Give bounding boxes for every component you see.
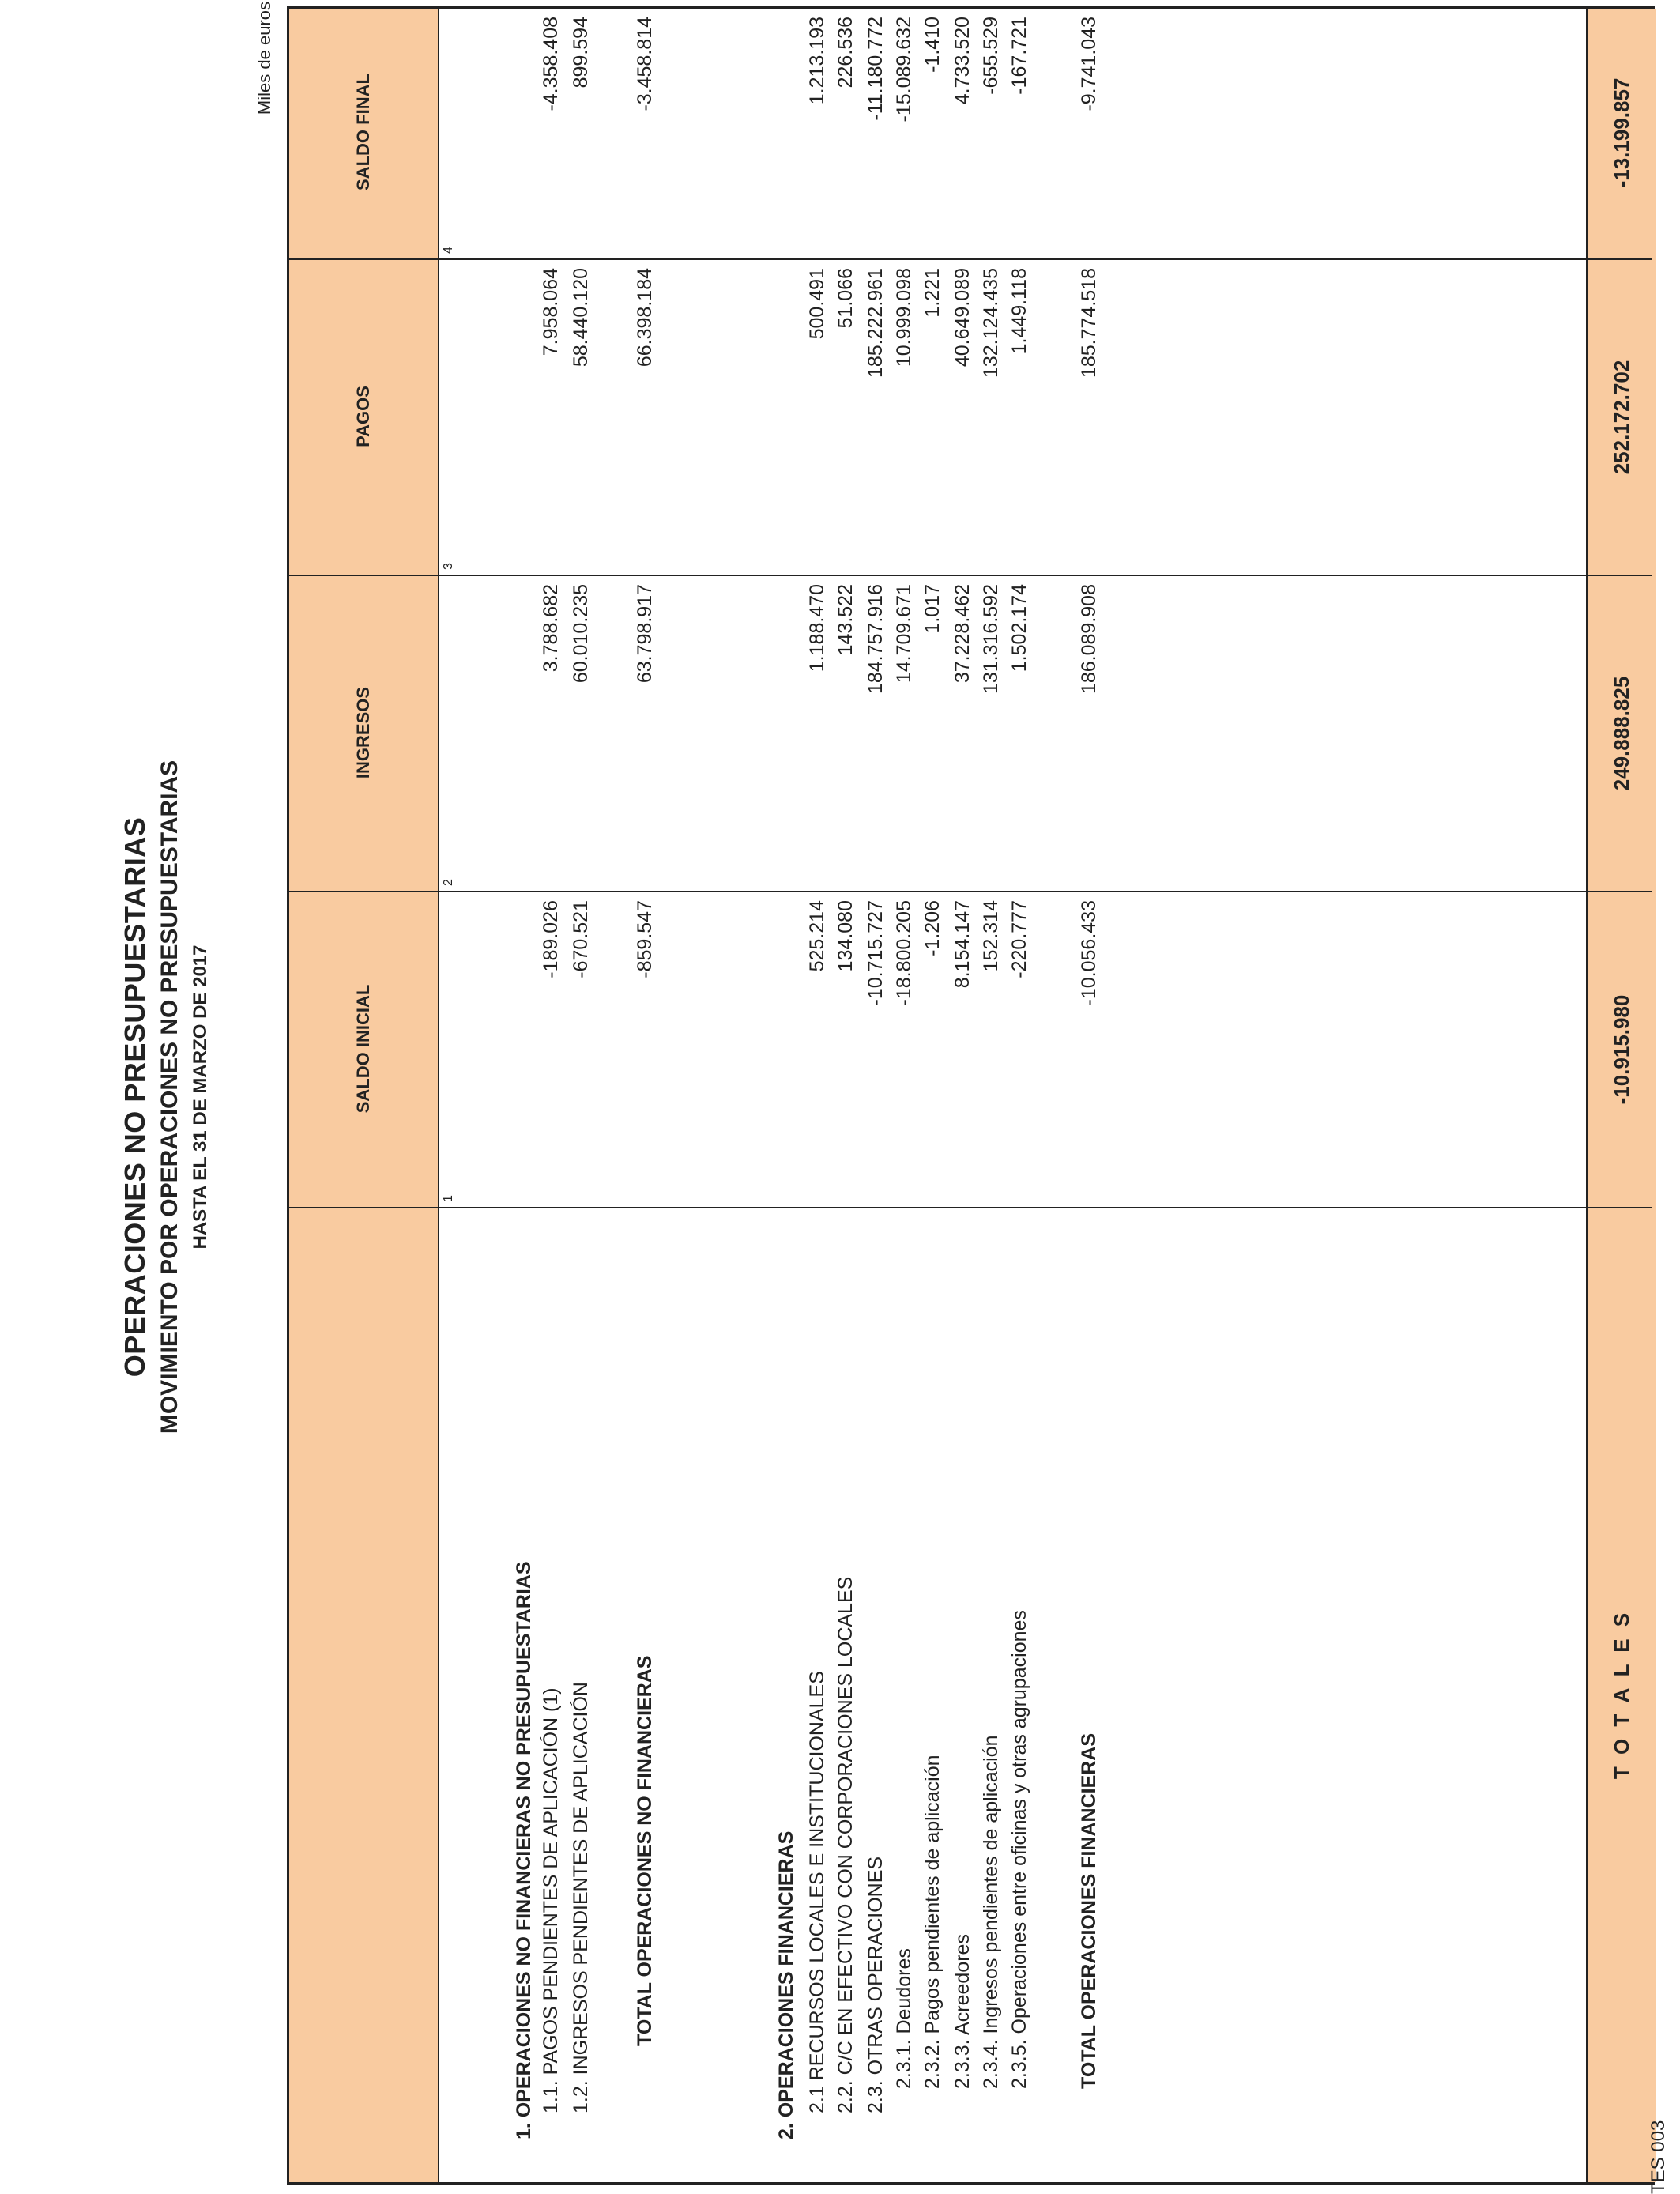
cell-pagos: 58.440.120 xyxy=(570,268,592,368)
cell-saldo-inicial: 152.314 xyxy=(980,900,1002,972)
column-divider xyxy=(289,258,1652,260)
column-number: 3 xyxy=(442,563,455,570)
row-label: 2.3.1. Deudores xyxy=(893,1948,915,2089)
header-pagos: PAGOS xyxy=(353,386,373,447)
total-ingresos: 249.888.825 xyxy=(1610,676,1633,791)
cell-saldo-final: 899.594 xyxy=(570,17,592,89)
cell-saldo-final: 1.213.193 xyxy=(806,17,828,105)
header-saldo-final: SALDO FINAL xyxy=(353,74,373,190)
cell-pagos: 10.999.098 xyxy=(893,268,915,368)
cell-ingresos: 184.757.916 xyxy=(864,584,887,695)
cell-saldo-inicial: -1.206 xyxy=(921,900,944,956)
cell-pagos: 1.449.118 xyxy=(1008,268,1030,355)
total-saldo-final: -13.199.857 xyxy=(1610,77,1633,188)
cell-ingresos: 14.709.671 xyxy=(893,584,915,684)
cell-saldo-inicial: -18.800.205 xyxy=(893,900,915,1006)
cell-pagos: 7.958.064 xyxy=(540,268,562,356)
units-label: Miles de euros xyxy=(254,2,274,115)
cell-saldo-inicial: -670.521 xyxy=(570,900,592,978)
cell-ingresos: 37.228.462 xyxy=(951,584,974,684)
table-header xyxy=(289,9,439,2182)
cell-pagos: 185.222.961 xyxy=(864,268,887,379)
cell-pagos: 132.124.435 xyxy=(980,268,1002,379)
cell-pagos: 185.774.518 xyxy=(1078,268,1100,379)
row-label: 2.2. C/C EN EFECTIVO CON CORPORACIONES LOCALES xyxy=(834,1576,857,2113)
page-title: OPERACIONES NO PRESUPUESTARIAS xyxy=(119,816,151,1378)
row-label: TOTAL OPERACIONES FINANCIERAS xyxy=(1078,1732,1100,2089)
column-number: 4 xyxy=(442,247,455,254)
row-label: 2.1 RECURSOS LOCALES E INSTITUCIONALES xyxy=(806,1671,828,2113)
cell-pagos: 51.066 xyxy=(834,268,857,329)
row-label: 2.3.2. Pagos pendientes de aplicación xyxy=(921,1755,944,2089)
cell-saldo-final: -1.410 xyxy=(921,17,944,73)
cell-ingresos: 3.788.682 xyxy=(540,584,562,673)
cell-ingresos: 1.017 xyxy=(921,584,944,634)
row-label: 2.3.4. Ingresos pendientes de aplicación xyxy=(980,1735,1002,2089)
cell-pagos: 40.649.089 xyxy=(951,268,974,368)
document-code: TES 003 xyxy=(1648,2120,1669,2194)
cell-saldo-final: -4.358.408 xyxy=(540,17,562,111)
row-label: TOTAL OPERACIONES NO FINANCIERAS xyxy=(634,1655,656,2046)
cell-saldo-final: -655.529 xyxy=(980,17,1002,95)
page-subtitle: MOVIMIENTO POR OPERACIONES NO PRESUPUESTARIAS xyxy=(156,760,183,1434)
row-label: 2.3. OTRAS OPERACIONES xyxy=(864,1856,887,2113)
cell-saldo-final: -9.741.043 xyxy=(1078,17,1100,111)
operations-table xyxy=(287,6,1655,2185)
cell-saldo-final: 226.536 xyxy=(834,17,857,89)
header-saldo-inicial: SALDO INICIAL xyxy=(353,984,373,1114)
cell-ingresos: 1.188.470 xyxy=(806,584,828,673)
cell-ingresos: 1.502.174 xyxy=(1008,584,1030,673)
total-pagos: 252.172.702 xyxy=(1610,360,1633,475)
column-divider xyxy=(289,575,1652,576)
row-label: 2.3.5. Operaciones entre oficinas y otras agrupaciones xyxy=(1008,1610,1030,2089)
column-number: 2 xyxy=(442,879,455,886)
cell-ingresos: 63.798.917 xyxy=(634,584,656,684)
cell-saldo-inicial: -189.026 xyxy=(540,900,562,978)
row-label: 2. OPERACIONES FINANCIERAS xyxy=(775,1830,797,2139)
cell-ingresos: 186.089.908 xyxy=(1078,584,1100,695)
total-saldo-inicial: -10.915.980 xyxy=(1610,994,1633,1105)
cell-saldo-inicial: 525.214 xyxy=(806,900,828,972)
cell-ingresos: 143.522 xyxy=(834,584,857,656)
cell-saldo-inicial: -859.547 xyxy=(634,900,656,978)
row-label: 1.1. PAGOS PENDIENTES DE APLICACIÓN (1) xyxy=(540,1687,562,2113)
column-divider xyxy=(289,1207,1652,1208)
cell-saldo-inicial: 8.154.147 xyxy=(951,900,974,989)
cell-pagos: 500.491 xyxy=(806,268,828,340)
date-line: HASTA EL 31 DE MARZO DE 2017 xyxy=(190,944,211,1250)
cell-saldo-final: 4.733.520 xyxy=(951,17,974,105)
cell-saldo-final: -3.458.814 xyxy=(634,17,656,111)
row-label: 2.3.3. Acreedores xyxy=(951,1934,974,2089)
column-number: 1 xyxy=(442,1195,455,1202)
cell-saldo-final: -15.089.632 xyxy=(893,17,915,123)
cell-pagos: 1.221 xyxy=(921,268,944,318)
cell-pagos: 66.398.184 xyxy=(634,268,656,368)
cell-saldo-inicial: -10.056.433 xyxy=(1078,900,1100,1006)
column-divider xyxy=(289,891,1652,892)
cell-saldo-final: -167.721 xyxy=(1008,17,1030,95)
cell-saldo-inicial: 134.080 xyxy=(834,900,857,972)
row-label: 1.2. INGRESOS PENDIENTES DE APLICACIÓN xyxy=(570,1682,592,2113)
header-ingresos: INGRESOS xyxy=(353,686,373,779)
row-label: 1. OPERACIONES NO FINANCIERAS NO PRESUPUESTARIAS xyxy=(513,1561,535,2139)
cell-saldo-final: -11.180.772 xyxy=(864,17,887,121)
totals-label: T O T A L E S xyxy=(1610,1609,1633,1780)
cell-ingresos: 131.316.592 xyxy=(980,584,1002,695)
cell-saldo-inicial: -220.777 xyxy=(1008,900,1030,978)
cell-saldo-inicial: -10.715.727 xyxy=(864,900,887,1006)
cell-ingresos: 60.010.235 xyxy=(570,584,592,684)
